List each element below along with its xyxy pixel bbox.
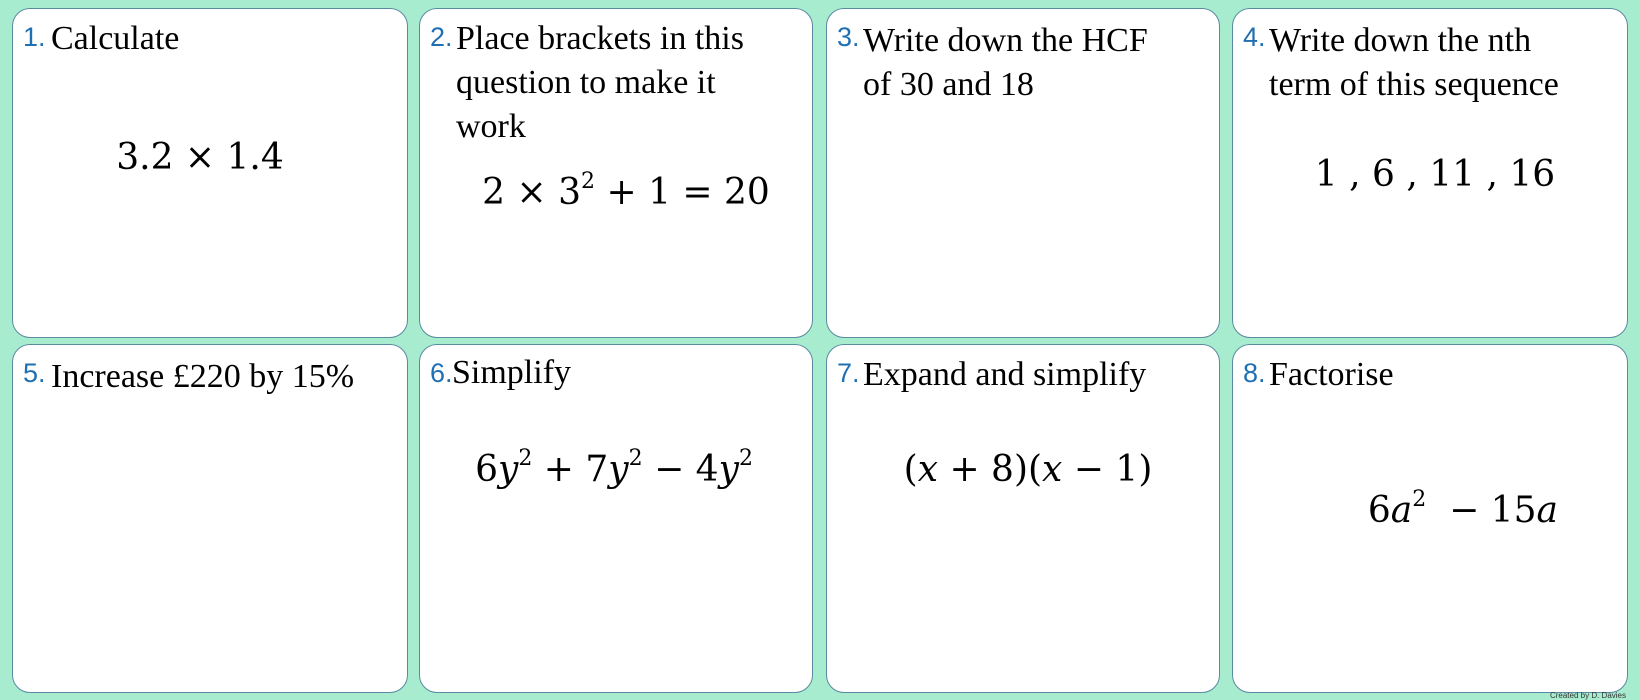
question-number: 5. — [23, 358, 46, 388]
question-line: Factorise — [1269, 356, 1394, 393]
question-line: Write down the nth — [1269, 22, 1532, 59]
question-line: Write down the HCF — [863, 22, 1148, 59]
math-part: 2 × 3 — [482, 172, 582, 213]
question-line: Increase £220 by 15% — [51, 358, 355, 395]
math-part: − 15 — [1426, 490, 1537, 531]
question-text — [863, 19, 1148, 107]
math-variable: x — [917, 449, 938, 490]
question-number: 8. — [1243, 358, 1266, 388]
question-text — [51, 355, 354, 399]
question-line: work — [456, 108, 526, 145]
question-line: Place brackets in this — [456, 20, 744, 57]
question-line: question to make it — [456, 64, 716, 101]
math-expression — [440, 169, 812, 213]
question-text — [1269, 353, 1394, 397]
question-number: 4. — [1243, 22, 1266, 52]
question-text — [863, 353, 1146, 397]
math-exponent: 2 — [581, 169, 596, 194]
question-card-7 — [826, 344, 1220, 693]
math-part: + 8)( — [938, 449, 1043, 490]
question-card-8 — [1232, 344, 1628, 693]
math-exponent: 2 — [518, 446, 533, 471]
math-expression — [837, 449, 1219, 490]
question-text — [452, 351, 571, 395]
question-card-3 — [826, 8, 1220, 338]
math-expression: 1 , 6 , 11 , 16 — [1314, 154, 1556, 195]
math-part: 6 — [1367, 490, 1391, 531]
question-card-6 — [419, 344, 813, 693]
question-text — [1269, 19, 1559, 107]
math-part: ( — [903, 449, 918, 490]
question-line: Simplify — [452, 354, 572, 391]
question-number: 2. — [430, 22, 453, 52]
question-line: term of this sequence — [1269, 66, 1559, 103]
question-text — [51, 17, 179, 61]
math-expression: 3.2 × 1.4 — [116, 137, 284, 178]
math-part: + 7 — [532, 449, 609, 490]
math-variable: a — [1390, 490, 1413, 531]
question-card-4 — [1232, 8, 1628, 338]
question-line: of 30 and 18 — [863, 66, 1034, 103]
math-variable: a — [1536, 490, 1558, 531]
math-exponent: 2 — [1412, 487, 1427, 512]
credit-text: Created by D. Davies — [1549, 691, 1626, 700]
math-part: − 1) — [1062, 449, 1153, 490]
math-variable: y — [718, 449, 739, 490]
math-exponent: 2 — [738, 446, 753, 471]
question-number: 6. — [430, 358, 453, 388]
math-variable: y — [608, 449, 629, 490]
question-line: Expand and simplify — [863, 356, 1147, 393]
math-exponent: 2 — [628, 446, 643, 471]
question-text — [456, 17, 744, 149]
math-part: 6 — [475, 449, 498, 490]
question-line: Calculate — [51, 20, 180, 57]
question-number: 7. — [837, 358, 860, 388]
question-card-2 — [419, 8, 813, 338]
question-card-1 — [12, 8, 408, 338]
math-variable: y — [497, 449, 519, 490]
math-expression — [419, 446, 812, 490]
question-number: 3. — [837, 22, 860, 52]
math-part: − 4 — [642, 449, 719, 490]
question-number: 1. — [23, 22, 46, 52]
math-variable: x — [1042, 449, 1063, 490]
math-part: + 1 = 20 — [595, 172, 770, 213]
question-card-5 — [12, 344, 408, 693]
math-expression — [1253, 449, 1627, 572]
